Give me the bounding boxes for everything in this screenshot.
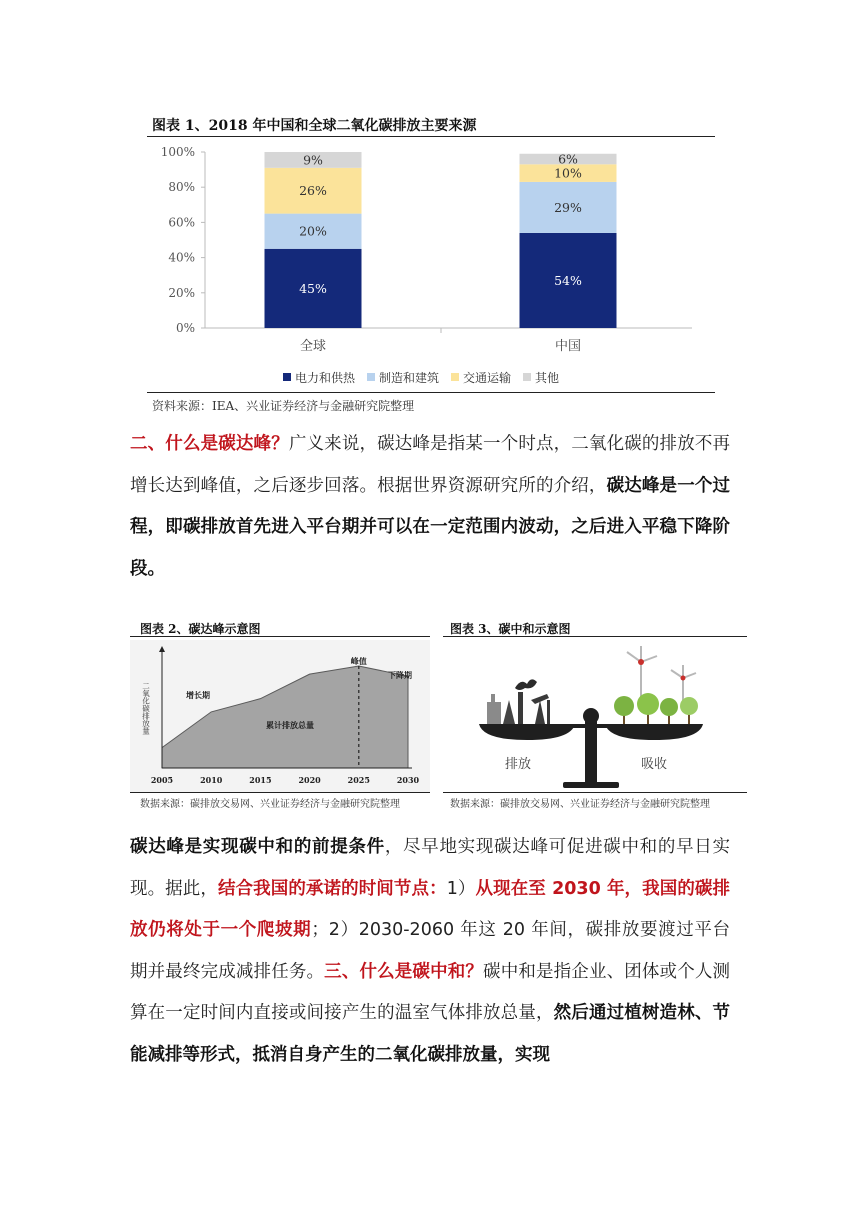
bold-span: 然后通过植树造林、节能减排等形式，抵消自身产生的二氧化碳排放量，实现: [130, 1003, 731, 1065]
text-span: 广义来说，碳达峰是指某一个时点，二氧化碳的排放不再增长达到峰值，之后逐步回落。根据世界资源研究所的介绍，: [130, 434, 731, 496]
data-label: 20%: [299, 223, 327, 239]
x-tick-label: 2030: [396, 775, 420, 785]
figure2-source: 数据来源：碳排放交易网、兴业证券经济与金融研究院整理: [140, 799, 400, 810]
data-label: 9%: [303, 152, 323, 168]
y-tick-label: 100%: [160, 145, 195, 159]
figure1-bottom-rule: [147, 392, 715, 393]
figure1-title: 图表 1、2018 年中国和全球二氧化碳排放主要来源: [152, 118, 477, 134]
y-tick-label: 60%: [168, 215, 195, 230]
legend-entry: [451, 369, 511, 386]
legend-swatch: [283, 373, 291, 381]
figure3-source: 数据来源：碳排放交易网、兴业证券经济与金融研究院整理: [450, 799, 710, 810]
legend-label: 其他: [535, 370, 560, 385]
data-label: 6%: [558, 151, 578, 167]
data-label: 29%: [554, 199, 582, 215]
y-tick-label: 80%: [168, 180, 195, 195]
section-heading-carbon-neutral: 三、什么是碳中和？: [324, 961, 484, 982]
legend-entry: [283, 369, 355, 386]
figure1-title-rule: [147, 136, 715, 137]
y-tick-label: 20%: [168, 285, 195, 300]
y-axis-label: 二氧化碳排放量: [141, 682, 151, 735]
figure1-source: 资料来源：IEA、兴业证券经济与金融研究院整理: [152, 399, 415, 413]
factory-icon: [487, 679, 550, 724]
text-span: ，尽早地实现碳达峰可促进碳中和的早日实现。据此，: [130, 837, 730, 899]
figure1-chart: [147, 140, 715, 365]
x-tick-label: 2020: [298, 775, 321, 785]
x-axis-labels: [300, 338, 581, 354]
growth-phase-label: 增长期: [186, 691, 210, 700]
red-span: 从现在至 2030 年，我国的碳排放仍将处于一个爬坡期: [130, 878, 731, 940]
figure3-title-rule: [443, 636, 747, 637]
data-label: 10%: [554, 165, 582, 181]
emission-label: 排放: [504, 757, 532, 772]
legend-entry: [367, 369, 439, 386]
figure2-bottom-rule: [130, 792, 430, 793]
text-span: 碳中和是指企业、团体或个人测算在一定时间内直接或间接产生的温室气体排放总量，: [130, 961, 731, 1023]
legend-label: 电力和供热: [295, 370, 356, 385]
legend-label: 制造和建筑: [379, 370, 440, 385]
data-label: 54%: [554, 272, 582, 288]
figure1-legend: [283, 366, 571, 386]
stacked-bars: [265, 152, 617, 328]
tree-icon: [614, 693, 698, 724]
figure3-illustration: [443, 640, 747, 792]
y-tick-label: 40%: [168, 250, 195, 265]
figure3-title: 图表 3、碳中和示意图: [450, 622, 571, 636]
x-tick-label: 2015: [249, 775, 272, 785]
text-span: 1）: [446, 878, 476, 899]
figure2-title: 图表 2、碳达峰示意图: [140, 622, 261, 636]
x-tick-label: 2010: [200, 775, 223, 785]
legend-swatch: [523, 373, 531, 381]
x-category-label: 中国: [554, 339, 582, 354]
figure2-chart: [130, 640, 430, 792]
x-tick-label: 2005: [150, 775, 174, 785]
legend-entry: [523, 369, 559, 386]
figure3-bottom-rule: [443, 792, 747, 793]
decline-phase-label: 下降期: [388, 671, 412, 680]
x-tick-label: 2025: [347, 775, 370, 785]
paragraph-carbon-neutral: [130, 827, 730, 1076]
legend-swatch: [451, 373, 459, 381]
section-heading-carbon-peak: 二、什么是碳达峰？: [130, 434, 289, 454]
data-label: 45%: [299, 280, 327, 296]
cumulative-emission-label: 累计排放总量: [266, 721, 314, 730]
peak-label: 峰值: [350, 657, 367, 666]
bold-span: 碳达峰是实现碳中和的前提条件: [130, 837, 385, 857]
absorption-label: 吸收: [640, 757, 668, 772]
red-span: 结合我国的承诺的时间节点：: [217, 878, 447, 899]
y-tick-label: 0%: [175, 321, 195, 335]
legend-label: 交通运输: [463, 370, 512, 385]
paragraph-carbon-peak: [130, 424, 730, 590]
legend-swatch: [367, 373, 375, 381]
figure2-title-rule: [130, 636, 430, 637]
x-category-label: 全球: [299, 339, 327, 354]
text-span: ；2）2030-2060 年这 20 年间，碳排放要渡过平台期并最终完成减排任务。: [130, 920, 731, 982]
bold-span: 碳达峰是一个过程，即碳排放首先进入平台期并可以在一定范围内波动，之后进入平稳下降阶段。: [130, 475, 731, 579]
data-label: 26%: [299, 183, 327, 199]
